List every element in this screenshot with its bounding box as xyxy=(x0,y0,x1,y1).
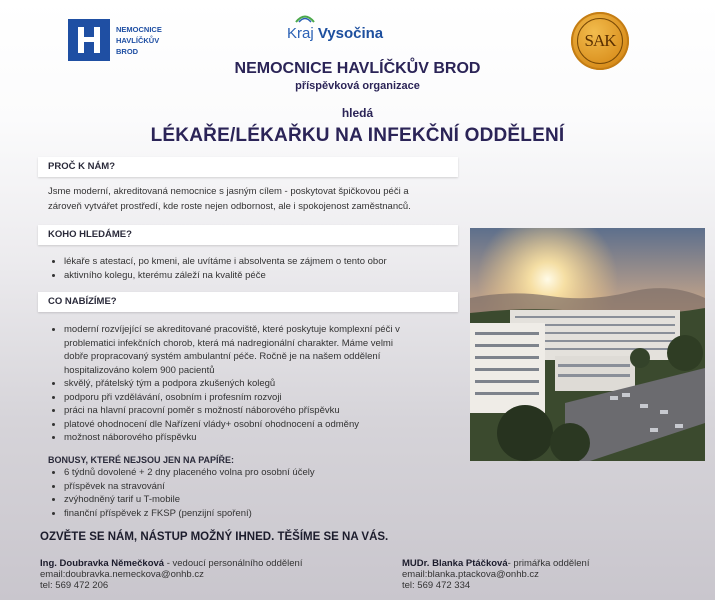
list-item: • zvýhodněný tarif u T-mobile xyxy=(64,493,315,507)
kraj-name: Vysočina xyxy=(317,25,384,42)
list-item: • práci na hlavní pracovní poměr s možností náborového příspěvku xyxy=(64,404,400,418)
section-offer-heading: CO NABÍZÍME? xyxy=(38,292,458,312)
who-list xyxy=(48,255,387,282)
call-to-action: OZVĚTE SE NÁM, NÁSTUP MOŽNÝ IHNED. TĚŠÍME SE NA VÁS. xyxy=(40,531,389,543)
contact-role: - primářka oddělení xyxy=(507,558,590,569)
hospital-sunset-photo xyxy=(470,228,705,461)
contact-role: - vedoucí personálního oddělení xyxy=(164,558,303,569)
hospital-logo-text: NEMOCNICE HAVLÍČKŮV BROD xyxy=(116,24,162,56)
list-item: • aktivního kolegu, kterému záleží na kvalitě péče xyxy=(64,269,387,283)
list-item: • lékaře s atestací, po kmeni, ale uvítáme i absolventa se zájmem o tento obor xyxy=(64,255,387,269)
bonus-list xyxy=(48,466,315,520)
hospital-name: NEMOCNICE HAVLÍČKŮV BROD xyxy=(234,60,481,77)
sak-letters: SAK xyxy=(584,31,616,50)
contact-hr xyxy=(40,558,302,591)
hospital-logo xyxy=(68,18,178,62)
list-item: • 6 týdnů dovolené + 2 dny placeného volna pro osobní účely xyxy=(64,466,315,480)
organization-type: příspěvková organizace xyxy=(295,80,420,92)
section-why-heading: PROČ K NÁM? xyxy=(38,157,458,177)
list-item: • podporu při vzdělávání, osobním i profesním rozvoji xyxy=(64,391,400,405)
contact-phone[interactable]: tel: 569 472 334 xyxy=(402,580,471,591)
list-item: • finanční příspěvek z FKSP (penzijní spoření) xyxy=(64,507,315,521)
contact-name: Ing. Doubravka Němečková xyxy=(40,558,165,569)
contact-name: MUDr. Blanka Ptáčková xyxy=(402,558,508,569)
list-item: • moderní rozvíjející se akreditované pracoviště, které poskytuje komplexní péči v problematici infekčních chorob, která má nadregionální charakter. Máme velmi dobře propracovaný systém ambulantní péče. Ročně je na našem oddělení hospitalizováno kolem 900 pacientů xyxy=(64,323,400,377)
contact-head-physician xyxy=(402,558,589,591)
kraj-prefix: Kraj xyxy=(287,25,318,42)
bonus-heading: BONUSY, KTERÉ NEJSOU JEN NA PAPÍŘE: xyxy=(48,455,235,465)
list-item: • skvělý, přátelský tým a podpora zkušených kolegů xyxy=(64,377,400,391)
contact-email[interactable]: email:doubravka.nemeckova@onhb.cz xyxy=(40,569,204,580)
list-item: • platové ohodnocení dle Nařízení vlády+ osobní ohodnocení a odměny xyxy=(64,418,400,432)
contact-phone[interactable]: tel: 569 472 206 xyxy=(40,580,109,591)
contact-email[interactable]: email:blanka.ptackova@onhb.cz xyxy=(402,569,539,580)
why-paragraph: Jsme moderní, akreditovaná nemocnice s jasným cílem - poskytovat špičkovou péči a zároveň vytvářet prostředí, kde roste nejen odbornost, ale i spokojenost zaměstnanců. xyxy=(48,186,411,212)
kraj-vysocina-logo xyxy=(283,13,393,53)
seeking-label: hledá xyxy=(341,106,374,120)
hospital-h-icon xyxy=(68,19,110,61)
section-who-heading: KOHO HLEDÁME? xyxy=(38,225,458,245)
kraj-arc-icon xyxy=(295,13,315,23)
position-title: LÉKAŘE/LÉKAŘKU NA INFEKČNÍ ODDĚLENÍ xyxy=(150,125,565,146)
offer-list xyxy=(48,323,400,445)
list-item: • příspěvek na stravování xyxy=(64,480,315,494)
list-item: • možnost náborového příspěvku xyxy=(64,431,400,445)
